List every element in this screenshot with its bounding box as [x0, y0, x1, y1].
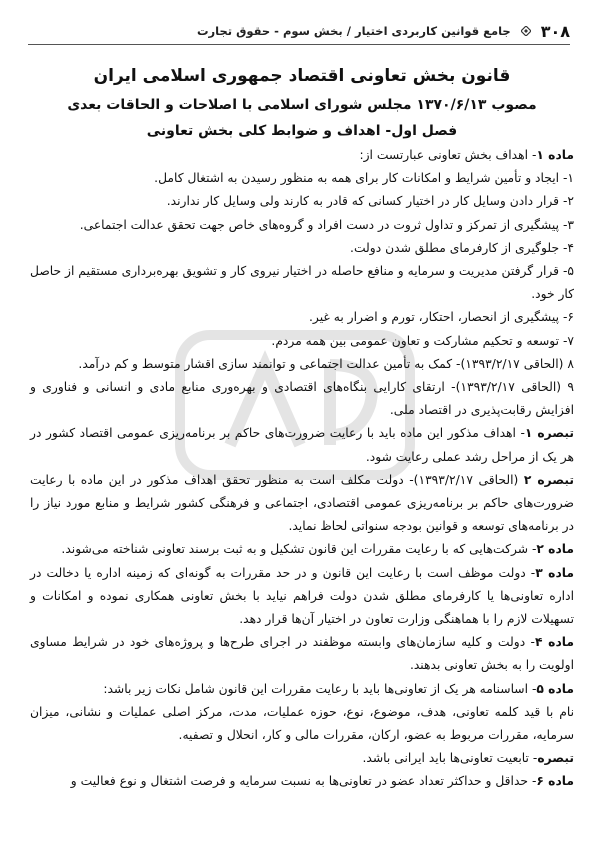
article-paragraph — [30, 306, 574, 329]
article-paragraph — [30, 469, 574, 539]
article-text: ۶- پیشگیری از انحصار، احتکار، تورم و اضرار به غیر. — [309, 310, 574, 325]
article-paragraph — [30, 701, 574, 747]
article-text: ۵- قرار گرفتن مدیریت و سرمایه و منافع حاصله در اختیار نیروی کار و تشویق بهره‌برداری مستقیم از حاصل کار خود. — [30, 264, 574, 302]
article-paragraph — [30, 631, 574, 677]
diamond-ornament-icon — [521, 26, 531, 36]
article-paragraph — [30, 214, 574, 237]
page-number: ۳۰۸ — [540, 21, 570, 41]
article-label: ماده ۳ — [535, 565, 574, 580]
chapter-heading: فصل اول- اهداف و ضوابط کلی بخش تعاونی — [146, 123, 458, 139]
article-label: تبصره ۱ — [524, 426, 574, 441]
article-paragraph — [30, 678, 574, 701]
article-label: ماده ۴ — [534, 635, 574, 650]
article-paragraph — [30, 770, 574, 793]
article-text: - اهداف مذکور این ماده باید با رعایت ضرورت‌های حاکم بر برنامه‌ریزی عمومی اقتصاد کشور در هر یک از مراحل رشد عملی رعایت شود. — [30, 426, 574, 464]
article-text: ۱- ایجاد و تأمین شرایط و امکانات کار برای همه به منظور رسیدن به اشتغال کامل. — [154, 171, 574, 186]
law-title: قانون بخش تعاونی اقتصاد جمهوری اسلامی ایران — [93, 66, 511, 86]
article-text: ۳- پیشگیری از تمرکز و تداول ثروت در دست افراد و گروه‌های خاص جهت تحقق عدالت اجتماعی. — [79, 217, 574, 232]
article-text: ۲- قرار دادن وسایل کار در اختیار کسانی که قادر به کارند ولی وسایل کار ندارند. — [166, 194, 574, 209]
article-text: (الحاقی ۱۳۹۳/۲/۱۷)- دولت مکلف است به منظور تحقق اهداف مذکور در این ماده با رعایت ضرورت‌های حاکم بر برنامه‌ریزی عمومی اقتصادی، اجتماعی و فرهنگی کشور شرایط و منابع مورد نیاز را در برنامه‌های توسعه و قوانین بودجه سنواتی لحاظ نماید. — [30, 472, 574, 534]
article-text: - اساسنامه هر یک از تعاونی‌ها باید با رعایت مقررات این قانون شامل نکات زیر باشد: — [103, 681, 537, 696]
article-paragraph — [30, 538, 574, 561]
article-paragraph — [30, 562, 574, 632]
article-text: - دولت و کلیه سازمان‌های وابسته موظفند در اجرای طرح‌ها و پروژه‌های خود در شرایط مساوی اولویت را به بخش تعاونی بدهند. — [30, 635, 574, 673]
article-label: ماده ۵ — [536, 681, 574, 696]
article-paragraph — [30, 747, 574, 770]
article-paragraph — [30, 190, 574, 213]
page-header — [28, 18, 570, 45]
paragraph-list — [30, 144, 574, 794]
article-text: - دولت موظف است با رعایت این قانون و در حد مقررات به گونه‌ای که زمینه اداره یا دخالت در اداره تعاونی‌ها یا کارفرمای مطلق شدن دولت فراهم نیاید با بخش تعاونی همکاری نموده و امکانات و تسهیلات لازم را با هماهنگی وزارت تعاون در اختیار آن‌ها قرار دهد. — [30, 565, 574, 627]
article-paragraph — [30, 237, 574, 260]
article-paragraph — [30, 260, 574, 306]
article-label: تبصره — [537, 751, 574, 766]
article-text: - اهداف بخش تعاونی عبارتست از: — [359, 148, 537, 162]
article-paragraph — [30, 167, 574, 190]
article-text: ۴- جلوگیری از کارفرمای مطلق شدن دولت. — [350, 240, 574, 255]
running-title: جامع قوانین کاربردی اختیار / بخش سوم - حقوق تجارت — [197, 24, 511, 38]
article-text: - حداقل و حداکثر تعداد عضو در تعاونی‌ها به نسبت سرمایه و فرصت اشتغال و نوع فعالیت و — [70, 774, 537, 789]
article-text: ۸ (الحاقی ۱۳۹۳/۲/۱۷)- کمک به تأمین عدالت اجتماعی و توانمند سازی اقشار متوسط و کم درآمد. — [78, 356, 574, 371]
article-text: ۹ (الحاقی ۱۳۹۳/۲/۱۷)- ارتقای کارایی بنگاه‌های اقتصادی و بهره‌وری منابع مادی و انسانی و فناوری و افزایش رقابت‌پذیری در اقتصاد ملی. — [30, 380, 574, 418]
article-text: - شرکت‌هایی که با رعایت مقررات این قانون تشکیل و به ثبت برسند تعاونی شناخته می‌شوند. — [61, 542, 537, 557]
law-subtitle: مصوب ۱۳۷۰/۶/۱۳ مجلس شورای اسلامی با اصلاحات و الحاقات بعدی — [67, 97, 537, 113]
article-paragraph — [30, 422, 574, 468]
article-text: ۷- توسعه و تحکیم مشارکت و تعاون عمومی بین همه مردم. — [271, 333, 574, 348]
article-paragraph — [30, 376, 574, 422]
article-text: نام با قید کلمه تعاونی، هدف، موضوع، نوع، حوزه عملیات، مدت، مرکز اصلی عملیات و نشانی، میزان سرمایه، مقررات مربوط به عضو، ارکان، مقررات مالی و کار، انحلال و تصفیه. — [30, 704, 574, 743]
article-label: ماده ۱ — [536, 148, 574, 162]
article-paragraph — [30, 353, 574, 376]
article-text: - تابعیت تعاونی‌ها باید ایرانی باشد. — [362, 751, 538, 766]
article-paragraph — [30, 330, 574, 353]
document-body — [30, 62, 574, 794]
article-label: ماده ۶ — [536, 774, 574, 789]
article-label: تبصره ۲ — [523, 472, 574, 487]
article-label: ماده ۲ — [536, 542, 574, 557]
article-paragraph — [30, 144, 574, 167]
